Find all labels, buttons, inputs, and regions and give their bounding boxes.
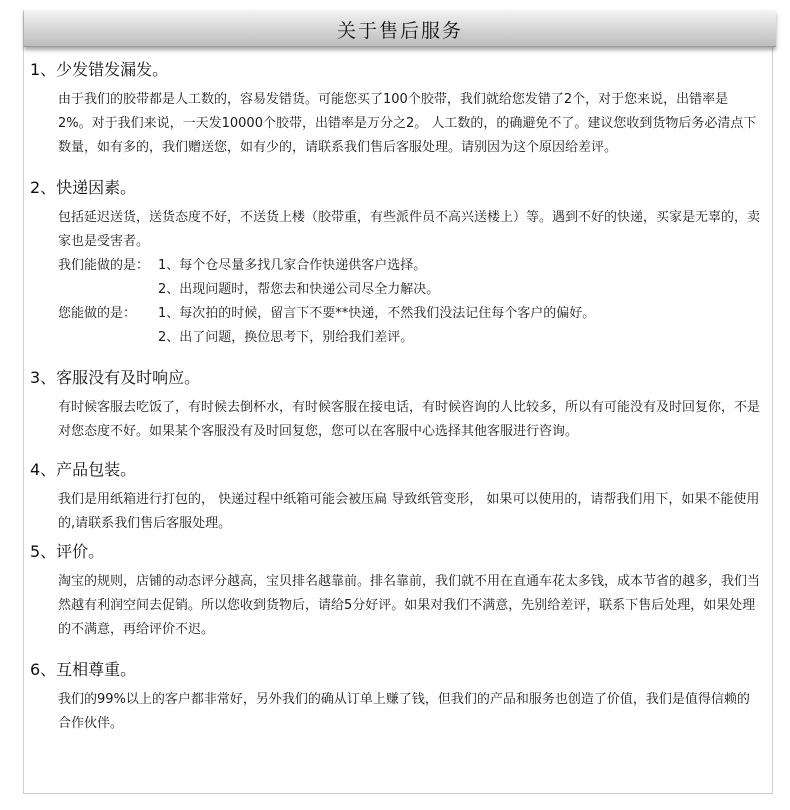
we-can-do-row — [58, 278, 761, 302]
section-6 — [30, 658, 761, 736]
we-can-do-row — [58, 254, 761, 278]
you-can-do-item: 1、每次拍的时候，留言下不要**快递，不然我们没法记住每个客户的偏好。 — [158, 306, 596, 321]
we-can-do-item: 1、每个仓尽量多找几家合作快递供客户选择。 — [158, 258, 427, 273]
section-heading: 4、产品包装。 — [30, 460, 137, 479]
section-text: 有时候客服去吃饭了，有时候去倒杯水，有时候客服在接电话，有时候咨询的人比较多，所以有可能没有及时回复你，不是对您态度不好。如果某个客服没有及时回复您，您可以在客服中心选择其他客服进行咨询。 — [58, 400, 761, 439]
section-3 — [30, 366, 761, 444]
you-can-do-row — [58, 302, 761, 326]
we-can-do-label: 我们能做的是： — [58, 258, 150, 273]
section-text: 淘宝的规则，店铺的动态评分越高，宝贝排名越靠前。排名靠前，我们就不用在直通车花太多钱，成本节省的越多，我们当然越有利润空间去促销。所以您收到货物后，请给5分好评。如果对我们不满意，先别给差评，联系下售后处理，如果处理的不满意，再给评价不迟。 — [58, 574, 761, 637]
you-can-do-row — [58, 326, 761, 350]
section-2 — [30, 176, 761, 350]
section-heading: 2、快递因素。 — [30, 178, 137, 197]
section-text: 我们是用纸箱进行打包的， 快递过程中纸箱可能会被压扁 导致纸管变形， 如果可以使用的，请帮我们用下，如果不能使用的,请联系我们售后客服处理。 — [58, 492, 760, 531]
section-5 — [30, 540, 761, 642]
we-can-do-item: 2、出现问题时，帮您去和快递公司尽全力解决。 — [158, 282, 440, 297]
section-text: 我们的99%以上的客户都非常好，另外我们的确从订单上赚了钱，但我们的产品和服务也创造了价值，我们是值得信赖的合作伙伴。 — [58, 692, 750, 731]
section-heading: 6、互相尊重。 — [30, 660, 137, 679]
title-banner — [24, 10, 776, 47]
section-1 — [30, 58, 761, 160]
you-can-do-label: 您能做的是： — [58, 306, 137, 321]
page-title: 关于售后服务 — [336, 20, 463, 42]
you-can-do-item: 2、出了问题，换位思考下，别给我们差评。 — [158, 330, 414, 345]
section-heading: 1、少发错发漏发。 — [30, 60, 169, 79]
section-4 — [30, 458, 761, 536]
section-text: 由于我们的胶带都是人工数的，容易发错货。可能您买了100个胶带，我们就给您发错了2个，对于您来说，出错率是2%。对于我们来说，一天发10000个胶带，出错率是万分之2。 人工数的，的确避免不了。建议您收到货物后务必清点下数量，如有多的，我们赠送您，如有少的，请联系我们售后客服处理。请别因为这个原因给差评。 — [58, 92, 757, 155]
section-heading: 3、客服没有及时响应。 — [30, 368, 201, 387]
section-heading: 5、评价。 — [30, 542, 105, 561]
section-text: 包括延迟送货，送货态度不好，不送货上楼（胶带重，有些派件员不高兴送楼上）等。遇到不好的快递，买家是无辜的，卖家也是受害者。 — [58, 210, 761, 249]
